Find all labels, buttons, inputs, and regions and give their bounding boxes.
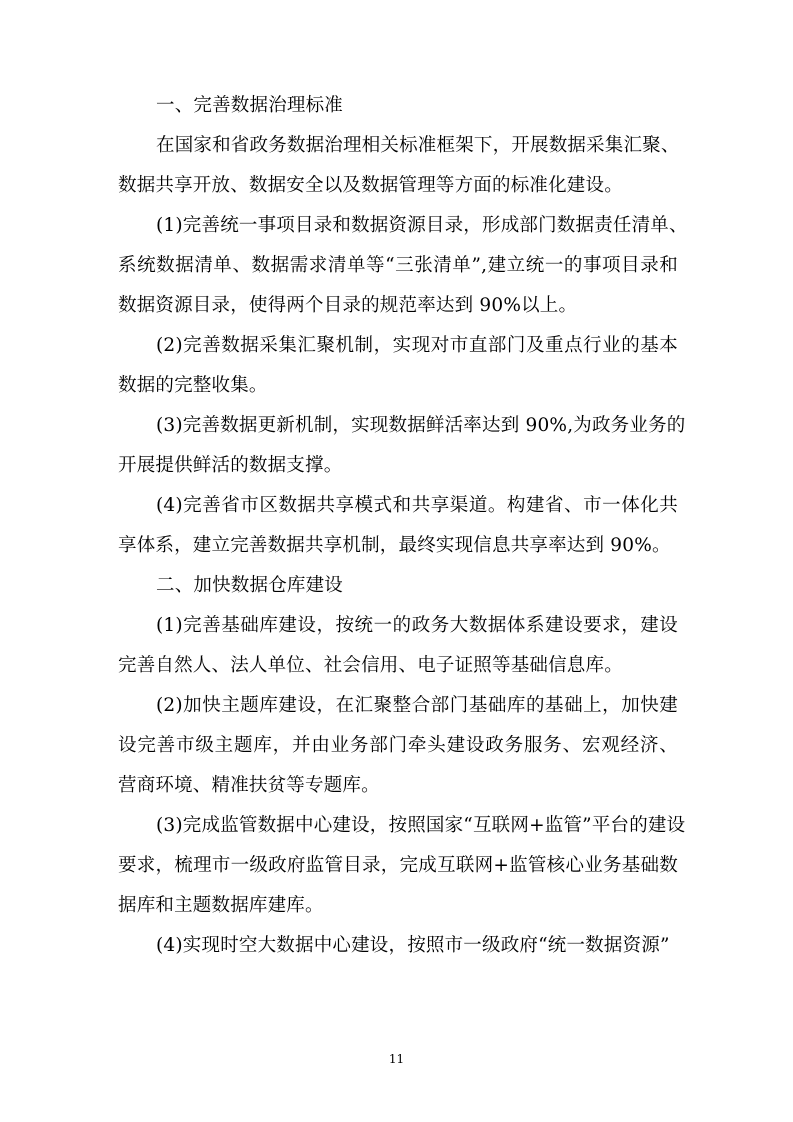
- paragraph-line: 营商环境、精准扶贫等专题库。: [118, 775, 380, 796]
- section-heading: 二、加快数据仓库建设: [156, 575, 344, 596]
- paragraph-line: (1)完善统一事项目录和数据资源目录，形成部门数据责任清单、: [156, 215, 688, 236]
- list-item: [118, 334, 678, 397]
- paragraph-line: 据库和主题数据库建库。: [118, 895, 324, 916]
- paragraph-line: 数据的完整收集。: [118, 375, 268, 396]
- list-item: [118, 694, 678, 797]
- paragraph-line: 享体系，建立完善数据共享机制，最终实现信息共享率达到 90%。: [118, 535, 671, 556]
- paragraph-line: 系统数据清单、数据需求清单等“三张清单”,建立统一的事项目录和: [118, 255, 678, 276]
- list-item: [118, 214, 688, 317]
- list-item: [118, 414, 686, 477]
- paragraph-line: (2)完善数据采集汇聚机制，实现对市直部门及重点行业的基本: [156, 335, 678, 356]
- paragraph-line: 设完善市级主题库，并由业务部门牵头建设政务服务、宏观经济、: [118, 735, 678, 756]
- paragraph-line: 在国家和省政务数据治理相关标准框架下，开展数据采集汇聚、: [156, 135, 680, 156]
- document-body: [118, 94, 688, 974]
- paragraph-line: 开展提供鲜活的数据支撑。: [118, 455, 343, 476]
- list-item: [118, 814, 686, 917]
- paragraph-line: (2)加快主题库建设，在汇聚整合部门基础库的基础上，加快建: [156, 695, 678, 716]
- paragraph-line: (4)完善省市区数据共享模式和共享渠道。构建省、市一体化共: [156, 495, 678, 516]
- page-number: 11: [388, 1052, 405, 1066]
- paragraph-line: 完善自然人、法人单位、社会信用、电子证照等基础信息库。: [118, 655, 623, 676]
- paragraph-line: (3)完善数据更新机制，实现数据鲜活率达到 90%,为政务业务的: [156, 415, 686, 436]
- paragraph-line: (1)完善基础库建设，按统一的政务大数据体系建设要求，建设: [156, 615, 678, 636]
- paragraph-line: 要求，梳理市一级政府监管目录，完成互联网+监管核心业务基础数: [118, 855, 678, 876]
- paragraph-line: 数据共享开放、数据安全以及数据管理等方面的标准化建设。: [118, 175, 623, 196]
- paragraph-line: (3)完成监管数据中心建设，按照国家“互联网+监管”平台的建设: [156, 815, 686, 836]
- paragraph-line: (4)实现时空大数据中心建设，按照市一级政府“统一数据资源”: [156, 935, 670, 956]
- paragraph-line: 数据资源目录，使得两个目录的规范率达到 90%以上。: [118, 295, 578, 316]
- list-item: [118, 614, 678, 677]
- list-item: [118, 934, 678, 957]
- paragraph: [118, 134, 678, 197]
- section-heading: 一、完善数据治理标准: [156, 95, 344, 116]
- list-item: [118, 494, 678, 557]
